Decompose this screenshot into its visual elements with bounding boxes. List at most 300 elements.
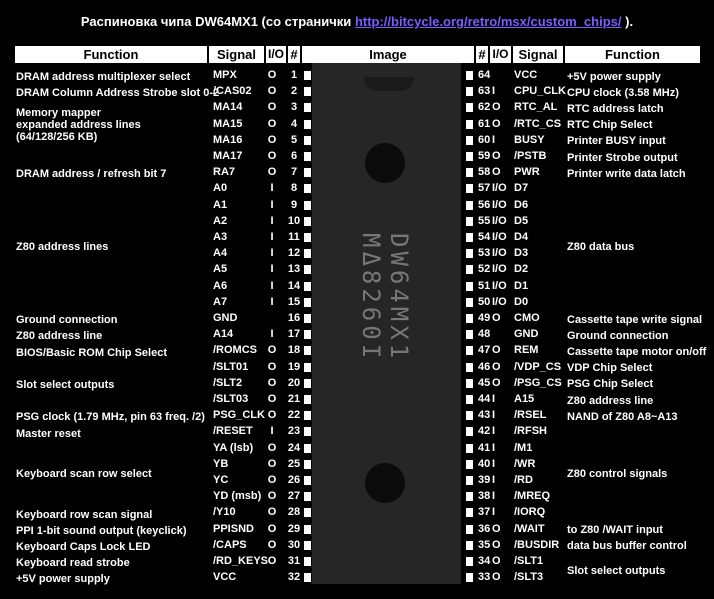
- left-pin-number: 25: [287, 457, 301, 470]
- right-pin-signal: CPU_CLK: [514, 85, 566, 98]
- left-pin-lead: [304, 152, 311, 161]
- left-pin-signal: MA17: [213, 150, 243, 162]
- left-pin-number: 30: [287, 538, 301, 551]
- right-pin-number: 48: [478, 328, 491, 341]
- right-pin-number: 55: [478, 214, 491, 227]
- left-pin-lead: [304, 249, 311, 258]
- left-pin-io: I: [270, 231, 274, 243]
- right-pin-signal: /VDP_CS: [514, 360, 562, 373]
- right-pin-signal: /WAIT: [514, 522, 545, 535]
- left-pin-signal: A1: [213, 198, 228, 211]
- left-pin-lead: [304, 460, 311, 469]
- title-suffix: ).: [625, 14, 634, 29]
- left-pin-signal: /CAPS: [213, 538, 247, 551]
- left-pin-lead: [304, 184, 311, 193]
- left-pin-lead: [304, 363, 311, 372]
- left-function-label: Slot select outputs: [16, 378, 115, 391]
- right-function-label: NAND of Z80 A8~A13: [567, 410, 678, 423]
- page-title: [0, 14, 714, 29]
- chip-notch: [364, 77, 414, 91]
- right-pin-lead: [466, 71, 473, 80]
- right-pin-signal: RTC_AL: [514, 101, 558, 114]
- right-pin-number: 44: [478, 393, 491, 405]
- right-pin-lead: [466, 444, 473, 453]
- left-pin-lead: [304, 298, 311, 307]
- right-function-label: Cassette tape motor on/off: [567, 346, 707, 358]
- right-function-label: Z80 address line: [567, 394, 654, 407]
- left-pin-number: 8: [290, 182, 298, 195]
- left-pin-lead: [304, 573, 311, 582]
- right-pin-number: 54: [478, 231, 491, 243]
- left-pin-lead: [304, 427, 311, 436]
- right-pin-io: I/O: [492, 295, 507, 308]
- right-pin-number: 43: [478, 409, 491, 422]
- right-pin-io: I/O: [492, 279, 507, 292]
- left-pin-signal: /RD_KEYS: [213, 555, 269, 567]
- left-pin-lead: [304, 201, 311, 210]
- left-pin-lead: [304, 557, 311, 566]
- left-pin-io: O: [267, 538, 277, 551]
- left-pin-io: O: [267, 393, 277, 405]
- right-pin-number: 57: [478, 182, 491, 195]
- left-pin-io: O: [267, 101, 277, 114]
- right-pin-number: 40: [478, 457, 491, 470]
- right-pin-number: 41: [478, 441, 491, 454]
- left-pin-number: 15: [287, 295, 301, 308]
- right-pin-number: 36: [478, 522, 491, 535]
- left-pin-number: 9: [290, 198, 298, 211]
- right-pin-signal: GND: [514, 328, 539, 341]
- right-pin-signal: /PSG_CS: [514, 376, 562, 389]
- left-pin-signal: /RESET: [213, 425, 253, 438]
- left-function-label: Z80 address lines: [16, 241, 109, 254]
- left-pin-number: 26: [287, 474, 301, 486]
- left-pin-io: I: [270, 328, 274, 341]
- right-pin-signal: /M1: [514, 441, 533, 454]
- right-pin-io: I: [492, 393, 496, 405]
- right-function-label: Printer Strobe output: [567, 151, 678, 164]
- right-pin-lead: [466, 152, 473, 161]
- right-function-label: Cassette tape write signal: [567, 313, 703, 326]
- right-pin-lead: [466, 217, 473, 226]
- right-pin-lead: [466, 363, 473, 372]
- left-pin-lead: [304, 265, 311, 274]
- left-pin-signal: /CAS02: [213, 85, 252, 98]
- right-pin-io: I/O: [492, 263, 507, 276]
- left-pin-signal: YB: [213, 457, 229, 470]
- right-function-label: Ground connection: [567, 329, 669, 342]
- left-pin-signal: YD (msb): [213, 490, 262, 503]
- left-pin-number: 10: [287, 214, 301, 227]
- right-pin-io: I/O: [492, 182, 507, 195]
- right-pin-lead: [466, 508, 473, 517]
- right-function-label: VDP Chip Select: [567, 362, 653, 375]
- right-pin-signal: /RFSH: [514, 425, 547, 438]
- left-pin-number: 2: [290, 85, 298, 98]
- left-pin-number: 6: [290, 150, 298, 162]
- left-pin-signal: MPX: [213, 69, 237, 81]
- left-pin-signal: A7: [213, 295, 228, 308]
- left-pin-lead: [304, 87, 311, 96]
- right-pin-lead: [466, 525, 473, 534]
- header-signal-right: Signal: [513, 46, 563, 63]
- right-pin-signal: /WR: [514, 457, 536, 470]
- right-function-label: Slot select outputs: [567, 564, 666, 577]
- left-function-label: DRAM address / refresh bit 7: [16, 168, 167, 181]
- source-link[interactable]: http://bitcycle.org/retro/msx/custom_chips/: [354, 14, 622, 29]
- right-pin-signal: /MREQ: [514, 490, 551, 503]
- right-pin-lead: [466, 120, 473, 129]
- right-pin-number: 39: [478, 474, 491, 486]
- left-pin-signal: MA15: [213, 117, 243, 130]
- right-pin-lead: [466, 395, 473, 404]
- right-pin-signal: D0: [514, 295, 529, 308]
- right-pin-signal: /IORQ: [514, 506, 546, 519]
- left-function-label: PPI 1-bit sound output (keyclick): [16, 524, 187, 537]
- left-pin-io: I: [270, 214, 274, 227]
- left-pin-number: 18: [287, 344, 301, 357]
- right-pin-io: I/O: [492, 198, 507, 211]
- right-pin-lead: [466, 298, 473, 307]
- right-pin-number: 61: [478, 117, 491, 130]
- right-pin-io: I: [492, 425, 496, 438]
- left-pin-lead: [304, 71, 311, 80]
- right-pin-io: I: [492, 409, 496, 422]
- left-pin-number: 24: [287, 441, 301, 454]
- right-pin-number: 46: [478, 360, 491, 373]
- left-function-label: Keyboard read strobe: [16, 557, 130, 570]
- left-pin-signal: YC: [213, 474, 229, 486]
- right-pin-signal: /SLT1: [514, 555, 544, 567]
- right-pin-signal: /BUSDIR: [514, 538, 560, 551]
- left-pin-lead: [304, 120, 311, 129]
- right-pin-number: 56: [478, 198, 491, 211]
- right-pin-lead: [466, 573, 473, 582]
- right-pin-number: 50: [478, 295, 491, 308]
- right-pin-number: 38: [478, 490, 491, 503]
- right-pin-io: O: [492, 344, 501, 357]
- right-pin-signal: D2: [514, 263, 529, 276]
- left-pin-signal: PSG_CLK: [213, 409, 265, 422]
- right-pin-signal: /RSEL: [514, 409, 547, 422]
- left-pin-io: O: [267, 457, 277, 470]
- right-pin-io: O: [492, 376, 501, 389]
- right-pin-lead: [466, 87, 473, 96]
- right-pin-io: I: [492, 506, 496, 519]
- right-pin-number: 33: [478, 571, 491, 584]
- left-pin-lead: [304, 411, 311, 420]
- right-pin-number: 35: [478, 538, 491, 551]
- left-pin-io: O: [267, 376, 277, 389]
- right-pin-signal: CMO: [514, 312, 540, 324]
- left-pin-number: 5: [290, 133, 298, 146]
- header-function-right: Function: [565, 46, 700, 63]
- left-pin-signal: A4: [213, 247, 228, 260]
- left-pin-number: 23: [287, 425, 301, 438]
- left-pin-number: 31: [287, 555, 301, 567]
- left-pin-io: O: [267, 166, 277, 179]
- left-pin-lead: [304, 168, 311, 177]
- left-pin-io: I: [270, 247, 274, 260]
- right-function-label: RTC Chip Select: [567, 119, 653, 132]
- left-pin-signal: RA7: [213, 166, 236, 179]
- left-function-label: PSG clock (1.79 MHz, pin 63 freq. /2): [16, 411, 205, 424]
- left-function-label: DRAM Column Address Strobe slot 0-2: [16, 87, 220, 100]
- left-pin-number: 3: [290, 101, 298, 114]
- left-pin-number: 14: [287, 279, 301, 292]
- header-num-left: #: [288, 46, 300, 63]
- chip-marking: [357, 233, 413, 362]
- right-pin-io: I: [492, 490, 496, 503]
- left-pin-io: I: [270, 279, 274, 292]
- right-pin-signal: A15: [514, 393, 535, 405]
- right-pin-lead: [466, 265, 473, 274]
- right-pin-number: 45: [478, 376, 491, 389]
- left-pin-io: O: [267, 555, 277, 567]
- left-function-label: Keyboard Caps Lock LED: [16, 540, 151, 553]
- right-pin-lead: [466, 314, 473, 323]
- right-pin-io: I: [492, 441, 496, 454]
- left-pin-lead: [304, 492, 311, 501]
- right-function-label: Printer BUSY input: [567, 135, 666, 148]
- left-pin-number: 12: [287, 247, 301, 260]
- left-pin-io: O: [267, 69, 277, 81]
- right-pin-io: O: [492, 538, 501, 551]
- left-pin-lead: [304, 379, 311, 388]
- left-pin-io: I: [270, 198, 274, 211]
- left-pin-signal: A0: [213, 182, 228, 195]
- right-pin-io: I: [492, 457, 496, 470]
- right-function-label: +5V power supply: [567, 70, 661, 83]
- left-pin-signal: /SLT01: [213, 360, 249, 373]
- left-pin-signal: A2: [213, 214, 228, 227]
- left-pin-signal: A5: [213, 263, 228, 276]
- right-pin-io: O: [492, 522, 501, 535]
- right-pin-lead: [466, 184, 473, 193]
- left-pin-io: O: [267, 85, 277, 98]
- left-pin-io: I: [270, 263, 274, 276]
- left-pin-lead: [304, 103, 311, 112]
- right-pin-signal: D6: [514, 198, 529, 211]
- left-pin-signal: /SLT2: [213, 376, 243, 389]
- left-pin-io: O: [267, 117, 277, 130]
- right-pin-io: I: [492, 85, 496, 98]
- right-pin-signal: D5: [514, 214, 529, 227]
- right-pin-lead: [466, 136, 473, 145]
- left-pin-lead: [304, 541, 311, 550]
- left-pin-number: 29: [287, 522, 301, 535]
- right-pin-number: 51: [478, 279, 491, 292]
- right-function-label: PSG Chip Select: [567, 378, 654, 391]
- left-pin-lead: [304, 314, 311, 323]
- left-pin-number: 19: [287, 360, 301, 373]
- header-io-left: I/O: [267, 47, 284, 61]
- left-function-label: Ground connection: [16, 314, 118, 327]
- left-function-label: Memory mapper expanded address lines (64/128/256 KB): [16, 106, 141, 143]
- right-pin-number: 53: [478, 247, 491, 260]
- chip-marking-line2: MΔ8260I: [357, 233, 385, 363]
- left-pin-io: O: [267, 490, 277, 503]
- title-prefix: Распиновка чипа DW64MX1 (со странички: [80, 14, 352, 29]
- right-pin-io: O: [492, 555, 501, 567]
- left-pin-signal: A3: [213, 231, 228, 243]
- left-pin-number: 13: [287, 263, 301, 276]
- right-pin-number: 58: [478, 166, 491, 179]
- right-pin-lead: [466, 411, 473, 420]
- left-pin-number: 11: [288, 231, 300, 243]
- right-pin-io: O: [492, 150, 501, 162]
- right-pin-signal: PWR: [514, 166, 540, 179]
- right-pin-lead: [466, 541, 473, 550]
- right-pin-signal: /PSTB: [514, 150, 547, 162]
- left-pin-number: 7: [290, 166, 298, 179]
- right-function-label: Z80 data bus: [567, 240, 635, 253]
- left-pin-number: 21: [287, 393, 301, 405]
- right-pin-io: O: [492, 117, 501, 130]
- right-pin-io: O: [492, 101, 501, 114]
- left-pin-io: O: [267, 360, 277, 373]
- right-pin-number: 52: [478, 263, 491, 276]
- left-function-label: +5V power supply: [16, 573, 110, 586]
- right-pin-lead: [466, 427, 473, 436]
- right-pin-lead: [466, 557, 473, 566]
- right-pin-io: I: [492, 133, 496, 146]
- left-pin-number: 16: [287, 312, 301, 324]
- left-pin-signal: /ROMCS: [213, 344, 257, 357]
- left-pin-io: O: [267, 441, 277, 454]
- right-pin-signal: /RD: [514, 474, 533, 486]
- left-pin-number: 22: [287, 409, 301, 422]
- left-pin-io: O: [267, 133, 277, 146]
- left-pin-signal: A14: [213, 328, 234, 341]
- right-pin-number: 37: [478, 506, 491, 519]
- right-pin-io: I: [492, 474, 496, 486]
- left-function-label: Keyboard row scan signal: [16, 508, 153, 521]
- right-pin-lead: [466, 282, 473, 291]
- header-io-right: I/O: [490, 46, 511, 63]
- right-pin-number: 42: [478, 425, 491, 438]
- left-pin-io: O: [267, 506, 277, 519]
- right-pin-lead: [466, 201, 473, 210]
- left-pin-lead: [304, 282, 311, 291]
- left-pin-io: I: [270, 425, 274, 438]
- left-pin-signal: GND: [213, 312, 238, 324]
- right-pin-number: 34: [478, 555, 491, 567]
- left-pin-signal: VCC: [213, 571, 237, 584]
- right-pin-io: O: [492, 571, 501, 584]
- right-pin-io: O: [492, 166, 501, 179]
- left-pin-signal: MA14: [213, 101, 243, 114]
- right-pin-number: 62: [478, 101, 491, 114]
- left-pin-signal: A6: [213, 279, 228, 292]
- right-pin-io: O: [492, 360, 501, 373]
- right-pin-signal: D1: [514, 279, 529, 292]
- right-pin-lead: [466, 476, 473, 485]
- right-pin-lead: [466, 168, 473, 177]
- right-pin-number: 59: [478, 150, 491, 162]
- left-function-label: DRAM address multiplexer select: [16, 71, 191, 84]
- right-pin-lead: [466, 346, 473, 355]
- right-pin-number: 49: [478, 312, 491, 324]
- left-pin-lead: [304, 395, 311, 404]
- right-function-label: to Z80 /WAIT input: [567, 524, 663, 537]
- left-function-label: Z80 address line: [16, 330, 103, 343]
- left-pin-lead: [304, 508, 311, 517]
- chip-marking-line1: DW64MX1: [385, 233, 413, 363]
- left-pin-io: I: [270, 295, 274, 308]
- right-pin-lead: [466, 379, 473, 388]
- left-function-label: Master reset: [16, 427, 81, 440]
- left-pin-io: O: [267, 474, 277, 486]
- right-pin-io: O: [492, 312, 501, 324]
- right-pin-number: 64: [478, 69, 491, 81]
- left-pin-lead: [304, 136, 311, 145]
- right-pin-signal: REM: [514, 344, 539, 357]
- left-pin-number: 27: [287, 490, 301, 503]
- left-pin-number: 17: [287, 328, 301, 341]
- right-pin-io: I/O: [492, 231, 507, 243]
- right-pin-number: 60: [478, 133, 491, 146]
- right-pin-io: I/O: [492, 214, 507, 227]
- right-pin-lead: [466, 460, 473, 469]
- left-pin-lead: [304, 217, 311, 226]
- left-pin-signal: /SLT03: [213, 393, 249, 405]
- left-pin-number: 20: [287, 376, 301, 389]
- left-pin-lead: [304, 233, 311, 242]
- right-pin-signal: D4: [514, 231, 529, 243]
- left-pin-number: 1: [290, 69, 298, 81]
- right-pin-signal: /SLT3: [514, 571, 544, 584]
- chip-image: [312, 63, 461, 584]
- chip-pin1-dot: [365, 143, 405, 183]
- left-pin-signal: MA16: [213, 133, 243, 146]
- left-pin-io: O: [267, 344, 277, 357]
- header-image: Image: [302, 46, 474, 63]
- right-pin-number: 63: [478, 85, 491, 98]
- left-function-label: BIOS/Basic ROM Chip Select: [16, 346, 167, 359]
- left-pin-number: 32: [287, 571, 301, 584]
- right-function-label: RTC address latch: [567, 103, 664, 115]
- left-pin-signal: PPISND: [213, 522, 254, 535]
- left-function-label: Keyboard scan row select: [16, 468, 152, 480]
- header-num-right: #: [476, 46, 488, 63]
- left-pin-lead: [304, 444, 311, 453]
- right-pin-lead: [466, 233, 473, 242]
- right-pin-signal: D7: [514, 182, 529, 195]
- right-pin-lead: [466, 492, 473, 501]
- right-pin-lead: [466, 103, 473, 112]
- left-pin-io: O: [267, 150, 277, 162]
- left-pin-lead: [304, 476, 311, 485]
- header-signal-left: Signal: [209, 46, 264, 63]
- left-pin-lead: [304, 525, 311, 534]
- left-pin-io: I: [270, 182, 274, 195]
- left-pin-signal: /Y10: [213, 506, 236, 519]
- left-pin-signal: YA (lsb): [213, 441, 254, 454]
- right-pin-signal: BUSY: [514, 133, 545, 146]
- left-pin-number: 4: [290, 117, 298, 130]
- chip-bottom-dot: [365, 463, 405, 503]
- left-pin-lead: [304, 330, 311, 339]
- right-pin-lead: [466, 249, 473, 258]
- right-pin-io: I/O: [492, 247, 507, 260]
- right-function-label: Z80 control signals: [567, 467, 668, 480]
- right-function-label: Printer write data latch: [567, 167, 686, 180]
- right-pin-signal: D3: [514, 247, 529, 260]
- right-pin-number: 47: [478, 344, 491, 357]
- right-function-label: CPU clock (3.58 MHz): [567, 86, 679, 99]
- right-pin-lead: [466, 330, 473, 339]
